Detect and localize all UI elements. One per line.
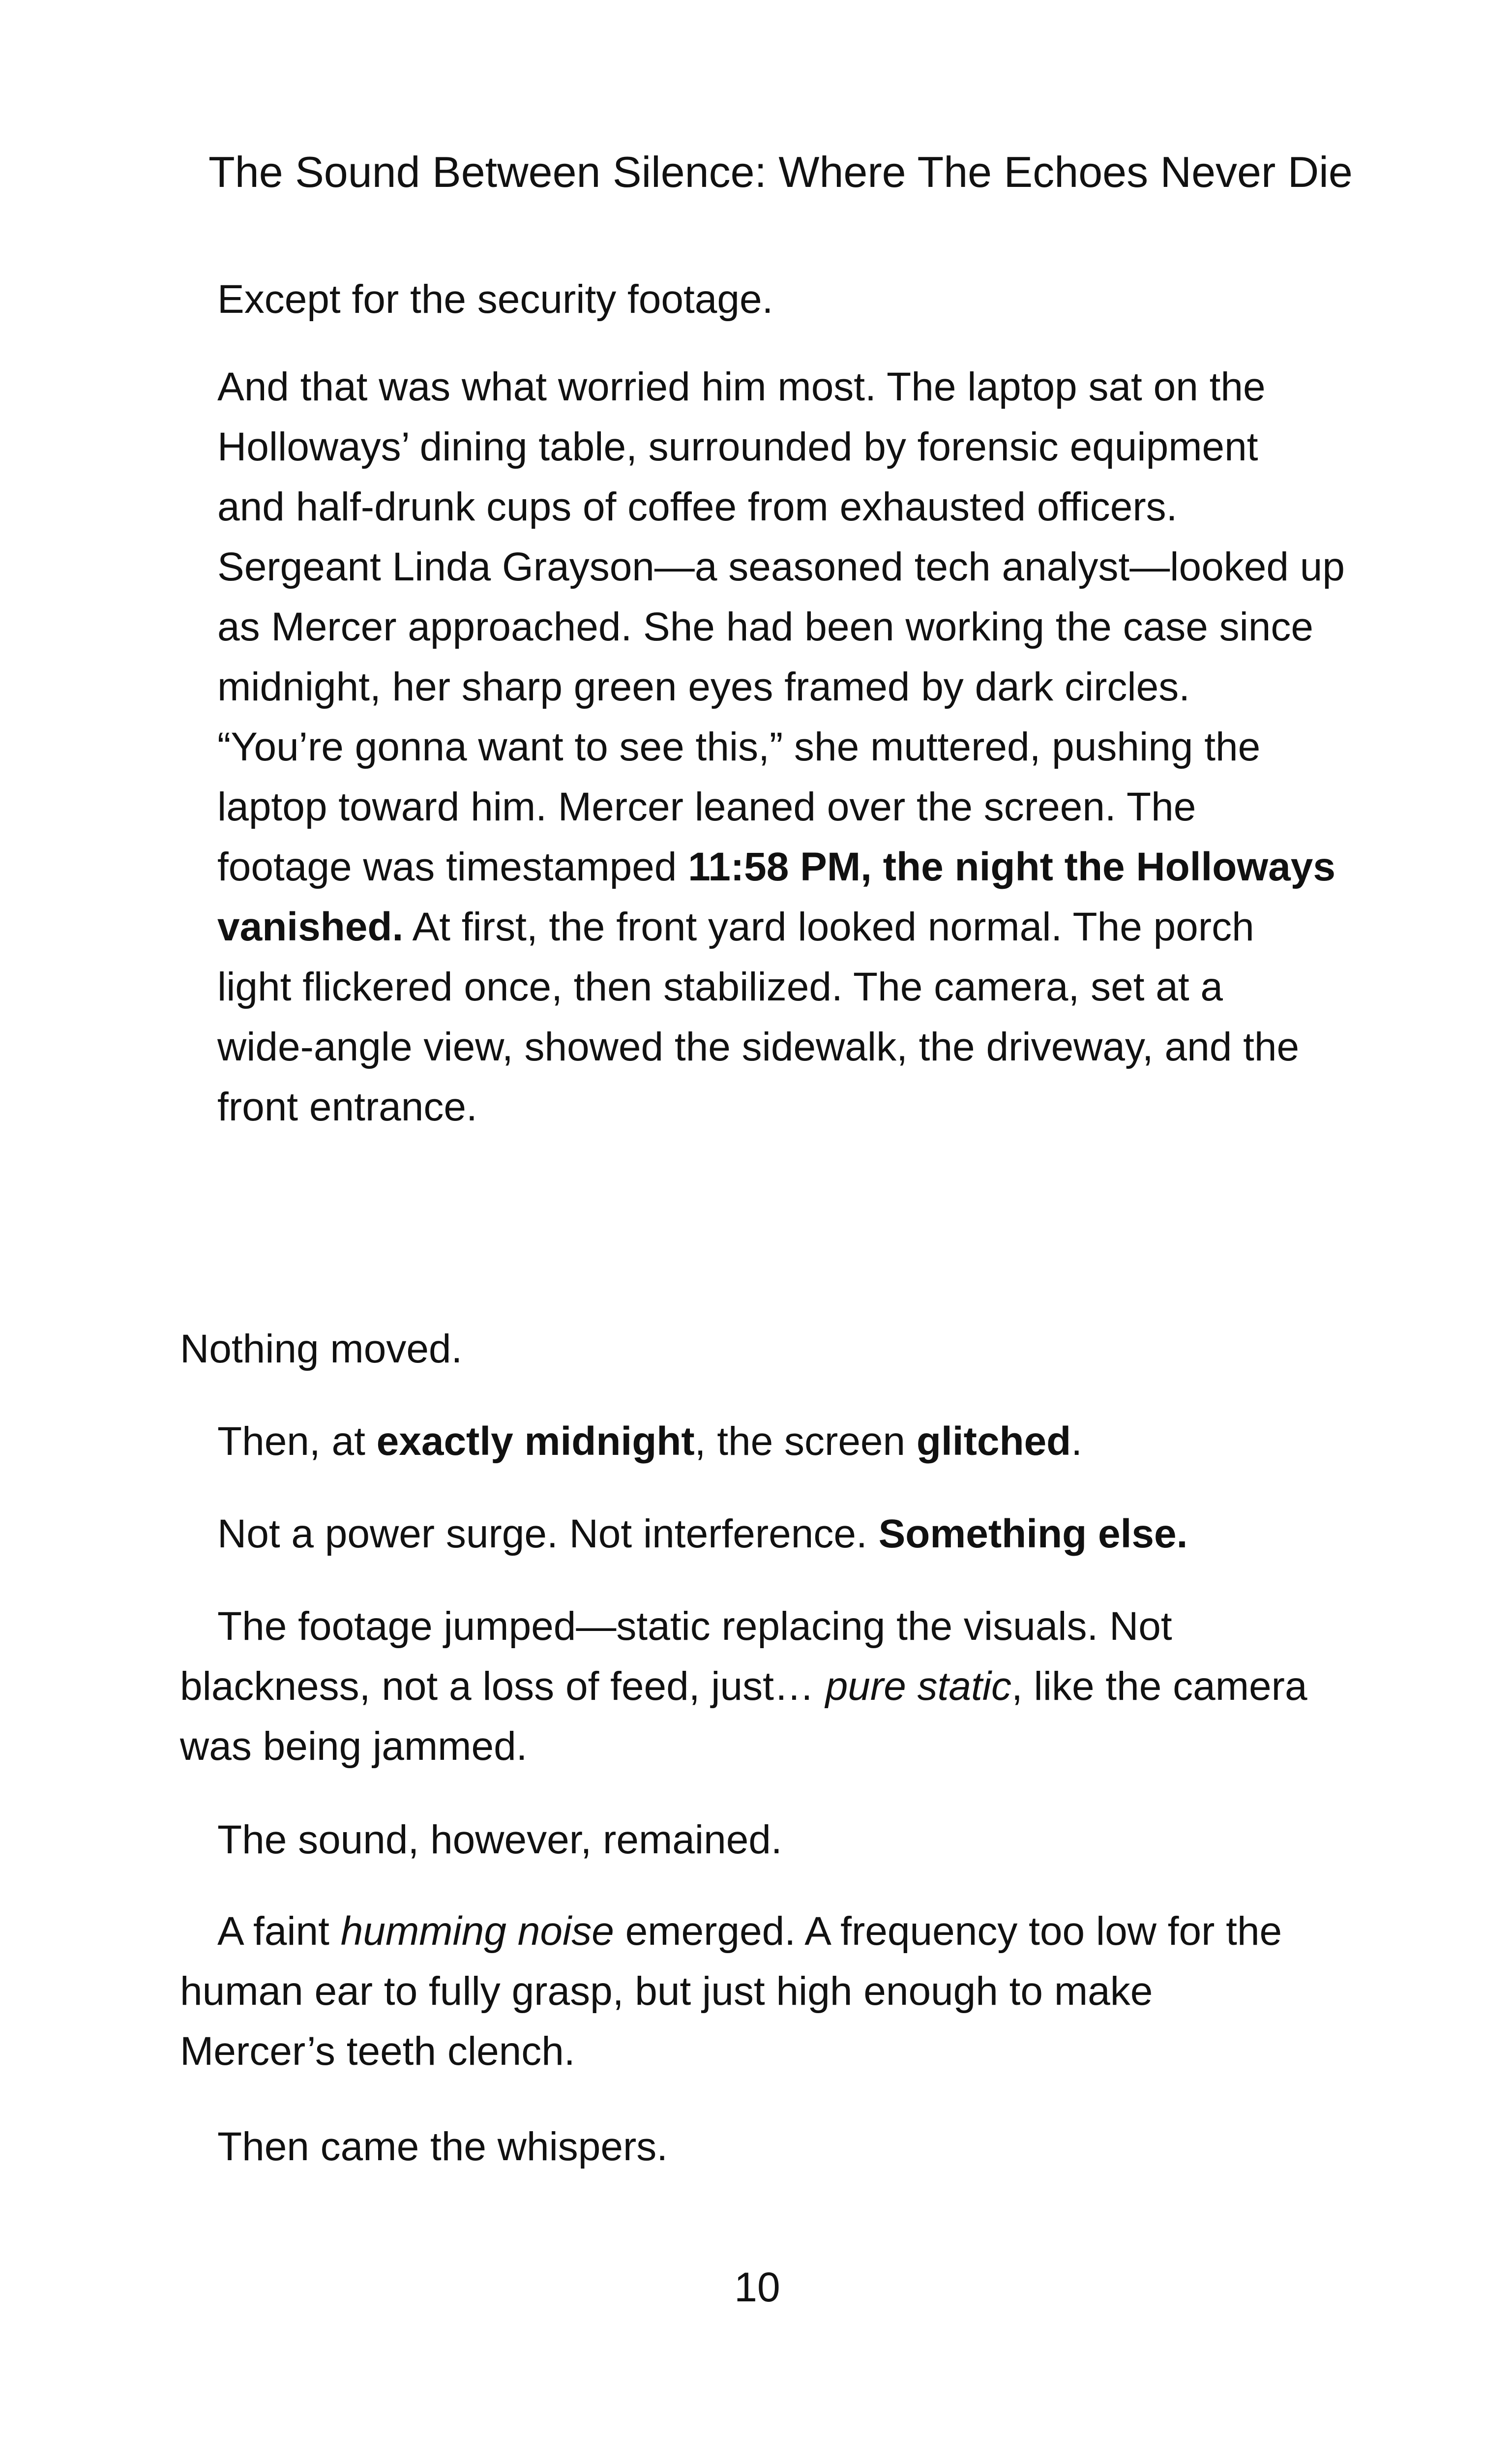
paragraph-2-line: front entrance.: [217, 1085, 477, 1129]
bold-timestamp: 11:58 PM, the night the Holloways: [688, 844, 1335, 889]
plain-text: .: [1071, 1419, 1083, 1464]
paragraph-8-line: human ear to fully grasp, but just high enough to make: [180, 1969, 1153, 2014]
paragraph-2-line: Holloways’ dining table, surrounded by forensic equipment: [217, 424, 1258, 469]
paragraph-8-line: Mercer’s teeth clench.: [180, 2029, 575, 2074]
paragraph-8: [180, 1901, 1360, 2081]
paragraph-3-text: Nothing moved.: [180, 1327, 463, 1371]
paragraph-6: [180, 1597, 1360, 1777]
plain-text: footage was timestamped: [217, 844, 688, 889]
paragraph-6-line: [180, 1657, 1360, 1717]
bold-text: exactly midnight: [376, 1419, 695, 1464]
paragraph-2-line: Sergeant Linda Grayson—a seasoned tech analyst—looked up: [217, 544, 1345, 589]
paragraph-2-line: “You’re gonna want to see this,” she muttered, pushing the: [217, 724, 1261, 769]
page-number: 10: [734, 2264, 780, 2310]
paragraph-9-text: Then came the whispers.: [217, 2124, 668, 2169]
plain-text: Not a power surge. Not interference.: [217, 1511, 879, 1556]
paragraph-5: [217, 1504, 1388, 1564]
paragraph-2-line: laptop toward him. Mercer leaned over the screen. The: [217, 784, 1196, 829]
paragraph-2-line: midnight, her sharp green eyes framed by dark circles.: [217, 664, 1190, 709]
paragraph-6-line: The footage jumped—static replacing the visuals. Not: [217, 1604, 1172, 1649]
plain-text: , like the camera: [1011, 1664, 1307, 1709]
paragraph-4-line: [217, 1412, 1388, 1472]
paragraph-2-line: and half-drunk cups of coffee from exhausted officers.: [217, 484, 1178, 529]
italic-text: pure static: [825, 1664, 1011, 1709]
paragraph-6-line: was being jammed.: [180, 1724, 528, 1769]
bold-text: glitched: [916, 1419, 1071, 1464]
paragraph-4: [217, 1412, 1388, 1472]
italic-text: humming noise: [340, 1909, 614, 1954]
running-header: The Sound Between Silence: Where The Echoes Never Die: [208, 148, 1353, 196]
plain-text: A faint: [217, 1909, 341, 1954]
paragraph-7: [217, 1810, 1388, 1870]
paragraph-3: [180, 1319, 1360, 1379]
paragraph-2-line: And that was what worried him most. The laptop sat on the: [217, 364, 1266, 409]
plain-text: , the screen: [694, 1419, 917, 1464]
paragraph-2: [217, 357, 1388, 1137]
paragraph-2-line: light flickered once, then stabilized. The camera, set at a: [217, 965, 1223, 1009]
paragraph-8-line: [180, 1901, 1360, 1961]
paragraph-5-line: [217, 1504, 1388, 1564]
paragraph-1-text: Except for the security footage.: [217, 277, 773, 322]
bold-text: vanished.: [217, 905, 404, 949]
plain-text: emerged. A frequency too low for the: [614, 1909, 1282, 1954]
paragraph-9: [217, 2117, 1388, 2177]
plain-text: Then, at: [217, 1419, 377, 1464]
paragraph-2-line: [217, 897, 1388, 957]
paragraph-7-text: The sound, however, remained.: [217, 1817, 782, 1862]
bold-text: Something else.: [878, 1511, 1188, 1556]
paragraph-2-line: wide-angle view, showed the sidewalk, the driveway, and the: [217, 1025, 1300, 1069]
paragraph-1: [217, 270, 1388, 330]
paragraph-2-line: as Mercer approached. She had been working the case since: [217, 604, 1314, 649]
plain-text: At first, the front yard looked normal. The porch: [403, 905, 1254, 949]
plain-text: blackness, not a loss of feed, just…: [180, 1664, 826, 1709]
paragraph-2-line: [217, 837, 1388, 897]
